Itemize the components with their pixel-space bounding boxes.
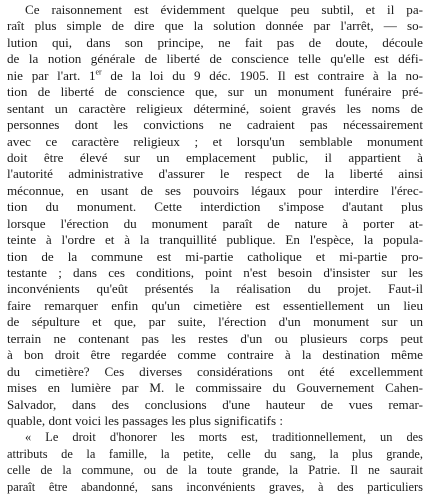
- quotation-block: [7, 429, 423, 495]
- paragraph-line: lution qui, dans son principe, ne fait pas de doute, découle: [7, 34, 423, 50]
- quote-line: celle de la commune, ou de la toute grande, la Patrie. Il ne saurait: [7, 463, 423, 478]
- paragraph-line: terrain ne contenant pas les restes d'un ou plusieurs corps peut: [7, 330, 423, 346]
- body-paragraph: [7, 2, 423, 429]
- paragraph-line: mises en lumière par M. le commissaire du Gouvernement Cahen-: [7, 380, 423, 396]
- paragraph-line: Salvador, dans des conclusions d'une hauteur de vues remar-: [7, 396, 423, 412]
- paragraph-line: tion de liberté de conscience que, sur un monument funéraire pré-: [7, 84, 423, 100]
- paragraph-line: inconvénients qu'eût présentés la réalisation du projet. Faut-il: [7, 281, 423, 297]
- paragraph-line: sentant un caractère religieux déterminé, soient gravés les noms de: [7, 100, 423, 116]
- paragraph-line: à bon droit être regardée comme contraire à la destination même: [7, 347, 423, 363]
- document-page: [7, 2, 423, 495]
- paragraph-line: de la notion générale de liberté de conscience telle qu'elle est défi-: [7, 51, 423, 67]
- paragraph-line: Ce raisonnement est évidemment quelque peu subtil, et il pa-: [25, 2, 423, 17]
- paragraph-line: tion du monument. Cette interdiction s'impose d'autant plus: [7, 199, 423, 215]
- paragraph-line: avec ce caractère religieux ; et lorsqu'un semblable monument: [7, 133, 423, 149]
- paragraph-line: tion de la commune est mi-partie catholique et mi-partie pro-: [7, 248, 423, 264]
- paragraph-line: du cimetière? Ces diverses considérations ont été excellemment: [7, 363, 423, 379]
- paragraph-line: nie par l'art. 1er de la loi du 9 déc. 1905. Il est contraire à la no-: [7, 67, 423, 83]
- quote-line: attributs de la famille, la petite, celle du sang, la plus grande,: [7, 446, 423, 461]
- ordinal-superscript: er: [95, 67, 102, 77]
- paragraph-line: lorsque l'érection du monument paraît de nature à porter at-: [7, 215, 423, 231]
- paragraph-line: faire remarquer enfin qu'un cimetière est essentiellement un lieu: [7, 297, 423, 313]
- paragraph-line: personnes dont les convictions ne cadraient pas nécessairement: [7, 117, 423, 133]
- paragraph-line: l'autorité administrative d'assurer le respect de la liberté ainsi: [7, 166, 423, 182]
- paragraph-line: teinte à l'ordre et à la tranquillité publique. En l'espèce, la popula-: [7, 232, 423, 248]
- paragraph-line: quable, dont voici les passages les plus significatifs :: [7, 412, 284, 428]
- paragraph-line: testante ; dans ces conditions, point n'est besoin d'insister sur les: [7, 265, 423, 280]
- quote-line: « Le droit d'honorer les morts est, traditionnellement, un des: [25, 430, 423, 445]
- paragraph-line: doit être élevé sur un emplacement public, il appartient à: [7, 149, 423, 165]
- paragraph-line: raît plus simple de dire que la solution donnée par l'arrêt, — so-: [7, 18, 423, 34]
- paragraph-line: de sépulture et que, par suite, l'érection d'un monument sur un: [7, 314, 423, 330]
- paragraph-line: méconnue, en usant de ses pouvoirs légaux pour interdire l'érec-: [7, 182, 423, 198]
- quote-line: paraît être abandonné, sans inconvénients graves, à des particuliers: [7, 479, 423, 494]
